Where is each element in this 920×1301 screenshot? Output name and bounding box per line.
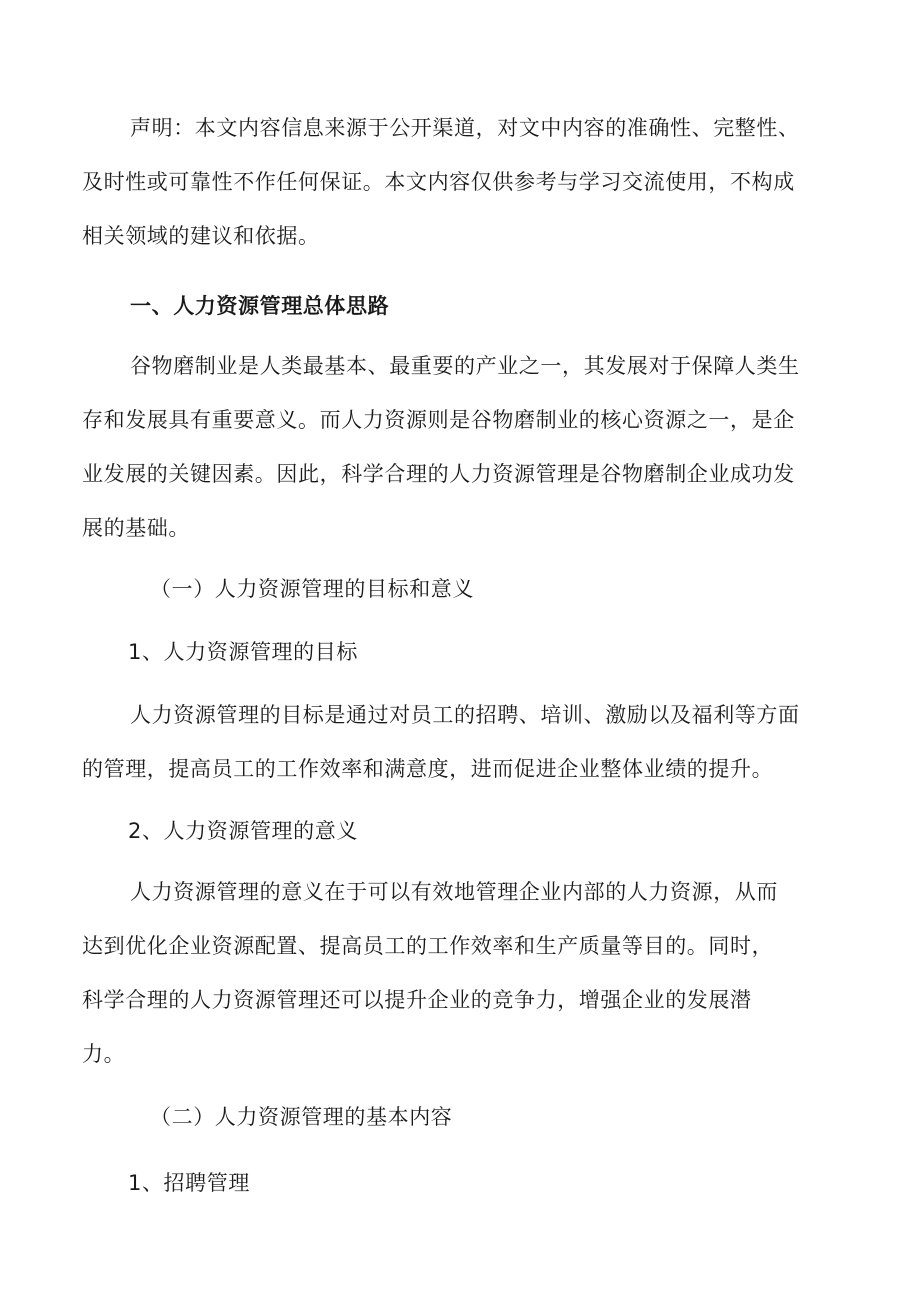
goal-line-1: 人力资源管理的目标是通过对员工的招聘、培训、激励以及福利等方面	[130, 703, 800, 727]
subsection-heading-2: （二）人力资源管理的基本内容	[150, 1105, 453, 1129]
intro-line-4: 展的基础。	[82, 516, 190, 540]
subsection-heading-1: （一）人力资源管理的目标和意义	[150, 577, 474, 601]
goal-line-2: 的管理，提高员工的工作效率和满意度，进而促进企业整体业绩的提升。	[82, 757, 774, 781]
intro-line-2: 存和发展具有重要意义。而人力资源则是谷物磨制业的核心资源之一，是企	[82, 408, 795, 432]
disclaimer-line-1: 声明：本文内容信息来源于公开渠道，对文中内容的准确性、完整性、	[130, 116, 800, 140]
meaning-line-1: 人力资源管理的意义在于可以有效地管理企业内部的人力资源，从而	[130, 880, 778, 904]
item-heading-recruitment: 1、招聘管理	[128, 1171, 250, 1195]
disclaimer-line-2: 及时性或可靠性不作任何保证。本文内容仅供参考与学习交流使用，不构成	[82, 170, 795, 194]
item-heading-meaning: 2、人力资源管理的意义	[128, 819, 358, 843]
meaning-line-3: 科学合理的人力资源管理还可以提升企业的竞争力，增强企业的发展潜	[82, 988, 752, 1012]
meaning-line-4: 力。	[82, 1042, 126, 1066]
item-heading-goal: 1、人力资源管理的目标	[128, 640, 358, 664]
disclaimer-line-3: 相关领域的建议和依据。	[82, 224, 320, 248]
section-heading: 一、人力资源管理总体思路	[130, 294, 390, 318]
intro-line-3: 业发展的关键因素。因此，科学合理的人力资源管理是谷物磨制企业成功发	[82, 462, 795, 486]
intro-line-1: 谷物磨制业是人类最基本、最重要的产业之一，其发展对于保障人类生	[130, 354, 800, 378]
meaning-line-2: 达到优化企业资源配置、提高员工的工作效率和生产质量等目的。同时，	[82, 934, 774, 958]
